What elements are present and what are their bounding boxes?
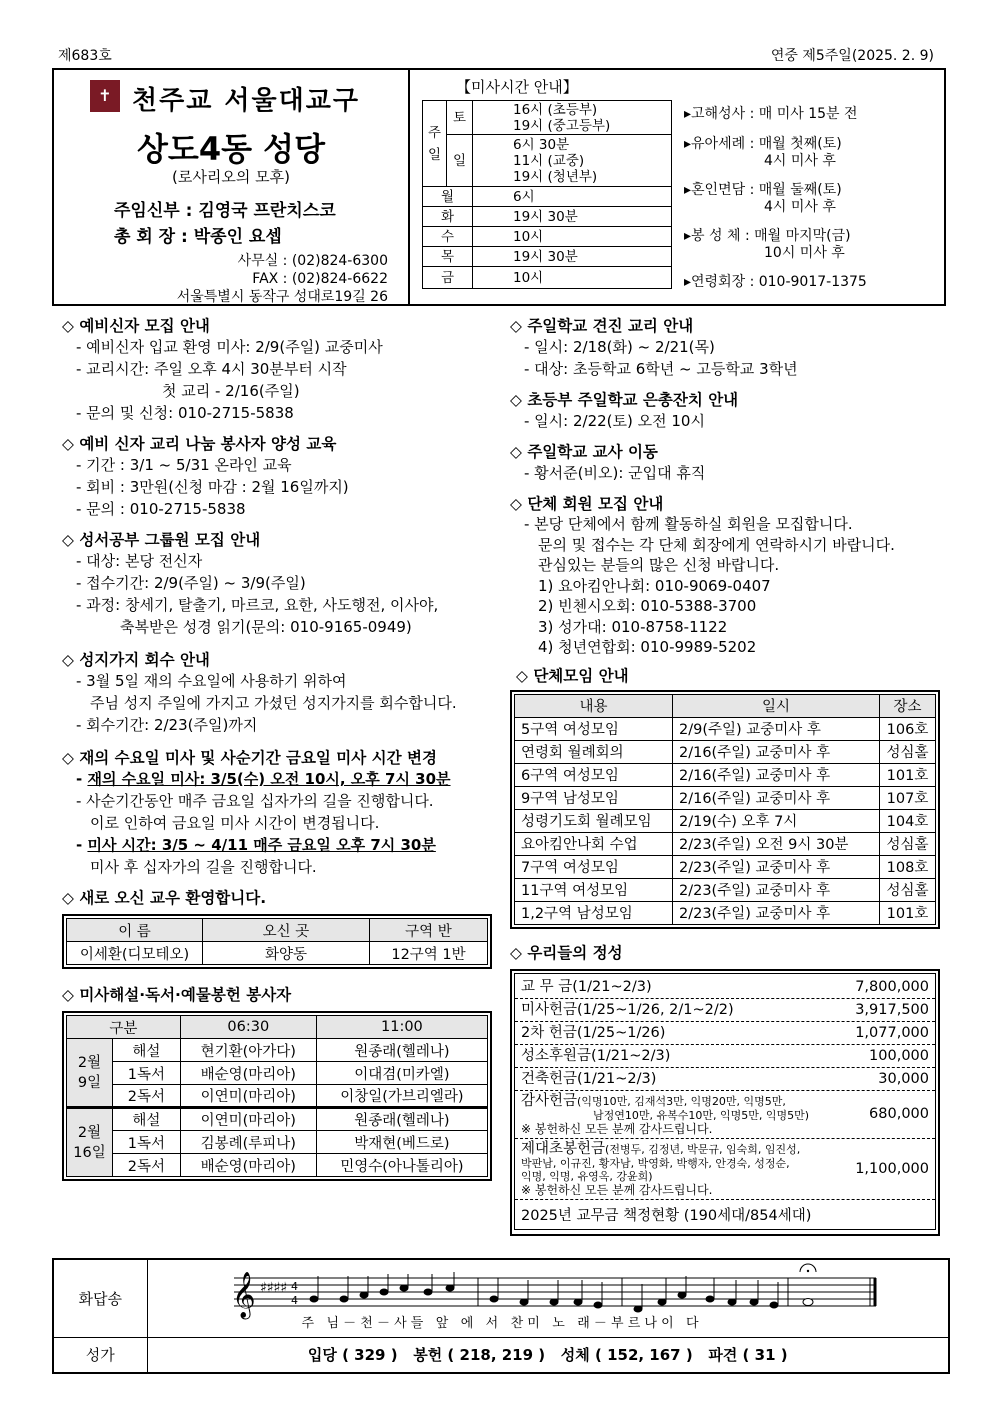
- psalm-hymn-box: [52, 1258, 950, 1374]
- saturday-label: 토: [447, 101, 473, 135]
- text-line: - 3월 5일 재의 수요일에 사용하기 위하여: [76, 672, 347, 690]
- left-column: ◇ 예비신자 모집 안내 - 예비신자 입교 환영 미사: 2/9(주일) 교중미사 - 교리시간: 주일 오후 4시 30분부터 시작 첫 교리 - 2/16(주일) - 문의 및 신청: 010-2715-5838 ◇ 예비 신자 교리 나눔 봉사자 양성 교육 - 기간 : 3/1 ~ 5/31 온라인 교육 - 회비 : 3만원(신청 마감 : 2월 16일까지) - 문의 : 010-2715-5838 ◇ 성서공부 그룹원 모집 안내 - 대상: 본당 전신자 - 접수기간: 2/9(주일) ~ 3/9(주일) - 과정: 창세기, 탈출기, 마르코, 요한, 사도행전, 이사야, 축복받은 성경 읽기(문의: 010-9165-0949) ◇ 성지가지 회수 안내 - 3월 5일 재의 수요일에 사용하기 위하여 주님 성지 주일에 가지고 가셨던 성지가지를 회수합니다. - 회수기간: 2/23(주일)까지 ◇ 재의 수요일 미사 및 사순기간 금요일 미사 시간 변경 - 재의 수요일 미사: 3/5(수) 오전 10시, 오후 7시 30분 - 사순기간동안 매주 금요일 십자가의 길을 진행합니다. 이로 인하여 금요일 미사 시간이 변경됩니다. - 미사 시간: 3/5 ~ 4/11 매주 금요일 오후 7시 30분 미사 후 십자가의 길을 진행합니다. ◇ 새로 오신 교우 환영합니다. 이 름 오신 곳 구역 반 이세환(디모테오) 화양동 12구역 1반 ◇ 미사해설·독서·예물봉헌 봉사자 구분 06:30 11:00 2월 9일 해설 현기환(아가다) 원종래(헬레나) 1독서 배순영(마리아) 이대겸(미카엘) 2독서 이연미(마리아) 이창일(가브리엘라) 2월 16일 해설 이연미(마리아) 원종래(헬레나) 1독서 김봉례(루피나) 박재현(베드로) 2독서 배순영(마리아) 민영수(아나톨리아): [62, 314, 492, 1181]
- offering-row: [515, 998, 935, 1021]
- weekday-label: 화: [423, 207, 473, 227]
- sunday-label: 주 일: [423, 101, 447, 187]
- weekday-label: 월: [423, 187, 473, 207]
- mass-time: 11시 (교중): [513, 152, 585, 169]
- offering-amount: 30,000: [878, 1070, 929, 1087]
- offering-label: 건축헌금(1/21~2/3): [521, 1070, 657, 1087]
- thanks-note: ※ 봉헌하신 모든 분께 감사드립니다.: [521, 1121, 713, 1136]
- text-line: 4) 청년연합회: 010-9989-5202: [538, 638, 757, 656]
- altar-label: 제대초봉헌금: [521, 1140, 606, 1157]
- teacher-change-title: ◇ 주일학교 교사 이동: [510, 443, 658, 461]
- church-name: 상도4동 성당: [137, 130, 325, 168]
- altar-amount: 1,100,000: [855, 1160, 929, 1177]
- offering-row: [515, 1044, 935, 1067]
- cross-seal-icon: ✝: [90, 80, 120, 112]
- note-baptism: ▸유아세례 : 매월 첫째(토) 4시 미사 후: [684, 136, 842, 169]
- mass-time: 19시 30분: [473, 207, 672, 227]
- altar-detail: 박판남, 이규진, 황자남, 박영화, 박행자, 안경숙, 성정순,: [521, 1156, 790, 1170]
- text-line: - 황서준(비오): 군입대 휴직: [524, 464, 706, 482]
- altar-detail: (전병두, 김정년, 박문규, 임숙희, 임진성,: [605, 1142, 801, 1156]
- header-box: [52, 68, 946, 306]
- group-meetings-table: 내용 일시 장소 5구역 여성모임 2/9(주일) 교중미사 후 106호 연령회 월례회의 2/16(주일) 교중미사 후 성심홀 6구역 여성모임 2/16(주일) 교중미사 후 101호 9구역 남성모임 2/16(주일) 교중미사 후 107호 성령기도회 월례모임 2/19(수) 오후 7시 104호 요아킴안나회 수업 2/23(주일) 오전 9시 30분 성심홀 7구역 여성모임 2/23(주일) 교중미사 후 108호 11구역 여성모임 2/23(주일) 교중미사 후 성심홀 1,2구역 남성모임 2/23(주일) 교중미사 후 101호: [510, 690, 940, 929]
- issue-number: 제683호: [58, 48, 112, 64]
- president-name: 총 회 장 : 박종인 요셉: [114, 227, 282, 247]
- meeting-cell: 7구역 여성모임: [515, 855, 673, 878]
- diocese-logo-text: 천주교 서울대교구: [132, 86, 360, 116]
- palm-return-title: ◇ 성지가지 회수 안내: [62, 651, 210, 669]
- mass-time: 19시 (중고등부): [513, 117, 611, 134]
- text-line: - 교리시간: 주일 오후 4시 30분부터 시작: [76, 360, 347, 378]
- text-line: - 대상: 본당 전신자: [76, 552, 203, 570]
- sunday-day-label: 일: [447, 135, 473, 187]
- thanks-detail: 남정연10만, 유복수10만, 익명5만, 익명5만): [593, 1108, 810, 1122]
- mass-time: 6시 30분: [513, 136, 570, 153]
- text-line: - 접수기간: 2/9(주일) ~ 3/9(주일): [76, 574, 306, 592]
- offering-amount: 100,000: [869, 1047, 929, 1064]
- note-marriage: ▸혼인면담 : 매월 둘째(토) 4시 미사 후: [684, 182, 842, 215]
- offering-label: 미사헌금(1/25~1/26, 2/1~2/2): [521, 1001, 734, 1018]
- meeting-cell: 2/23(주일) 교중미사 후: [673, 878, 880, 901]
- pastor-name: 주임신부 : 김영국 프란치스코: [114, 201, 336, 221]
- text-line: 이로 인하여 금요일 미사 시간이 변경됩니다.: [90, 814, 380, 832]
- text-line: 관심있는 분들의 많은 신청 바랍니다.: [538, 556, 780, 574]
- psalm-label: 화답송: [53, 1259, 147, 1337]
- offering-label: 2차 헌금(1/25~1/26): [521, 1024, 666, 1041]
- offering-row: [515, 1021, 935, 1044]
- meeting-cell: 1,2구역 남성모임: [515, 901, 673, 924]
- right-column: [510, 314, 940, 1236]
- note-confession: ▸고해성사 : 매 미사 15분 전: [684, 106, 858, 122]
- mass-time: 19시 (청년부): [513, 168, 598, 185]
- text-line: 축복받은 성경 읽기(문의: 010-9165-0949): [120, 618, 412, 636]
- meeting-cell: 2/23(주일) 교중미사 후: [673, 855, 880, 878]
- office-phone: 사무실 : (02)824-6300: [237, 253, 388, 269]
- text-line: - 과정: 창세기, 탈출기, 마르코, 요한, 사도행전, 이사야,: [76, 596, 439, 614]
- offering-amount: 1,077,000: [855, 1024, 929, 1041]
- meeting-cell: 성심홀: [880, 878, 936, 901]
- meeting-cell: 6구역 여성모임: [515, 763, 673, 786]
- mass-time-title: 【미사시간 안내】: [456, 78, 578, 96]
- mass-time: 6시: [473, 187, 672, 207]
- text-line: 문의 및 접수는 각 단체 회장에게 연락하시기 바랍니다.: [538, 535, 895, 554]
- meeting-cell: 101호: [880, 763, 936, 786]
- mass-time: 19시 30분: [473, 247, 672, 267]
- new-members-table: 이 름 오신 곳 구역 반 이세환(디모테오) 화양동 12구역 1반: [62, 914, 492, 969]
- meeting-cell: 성심홀: [880, 740, 936, 763]
- mass-time: 10시: [473, 267, 672, 289]
- thanks-detail: (익명10만, 김재석3만, 익명20만, 익명5만,: [577, 1094, 786, 1108]
- meeting-row: [515, 901, 936, 924]
- grace-feast-title: ◇ 초등부 주일학교 은총잔치 안내: [510, 391, 739, 409]
- text-line: 주님 성지 주일에 가지고 가셨던 성지가지를 회수합니다.: [90, 694, 457, 712]
- meeting-cell: 107호: [880, 786, 936, 809]
- fax-number: FAX : (02)824-6622: [252, 271, 388, 287]
- text-line: - 문의 : 010-2715-5838: [76, 500, 246, 518]
- offering-amount: 7,800,000: [855, 978, 929, 995]
- ash-wednesday-mass: 재의 수요일 미사: 3/5(수) 오전 10시, 오후 7시 30분: [87, 770, 451, 788]
- hymn-label: 성가: [53, 1337, 147, 1373]
- svg-text:𝄞: 𝄞: [231, 1272, 256, 1318]
- meeting-row: [515, 786, 936, 809]
- text-line: 첫 교리 - 2/16(주일): [162, 382, 300, 400]
- mass-time: 10시: [473, 227, 672, 247]
- text-line: 3) 성가대: 010-8758-1122: [538, 617, 728, 636]
- offerings-title: ◇ 우리들의 정성: [510, 943, 623, 962]
- meeting-cell: 2/16(주일) 교중미사 후: [673, 786, 880, 809]
- svg-text:4: 4: [290, 1294, 298, 1307]
- altar-detail: 익명, 익명, 유영옥, 강윤희): [521, 1169, 653, 1183]
- lent-mass-title: ◇ 재의 수요일 미사 및 사순기간 금요일 미사 시간 변경: [62, 749, 437, 767]
- meeting-cell: 108호: [880, 855, 936, 878]
- mass-time-table: [422, 100, 672, 289]
- church-patron: (로사리오의 모후): [172, 168, 290, 186]
- meeting-cell: 2/9(주일) 교중미사 후: [673, 717, 880, 740]
- meeting-cell: 106호: [880, 717, 936, 740]
- meeting-cell: 연령회 월례회의: [515, 740, 673, 763]
- text-line: - 대상: 초등학교 6학년 ~ 고등학교 3학년: [524, 360, 798, 378]
- thanks-label: 감사헌금: [521, 1092, 578, 1109]
- pledge-status: 2025년 교무금 책정현황 (190세대/854세대): [515, 1199, 935, 1229]
- offerings-box: [510, 969, 940, 1236]
- meeting-cell: 2/23(주일) 오전 9시 30분: [673, 832, 880, 855]
- text-line: - 회수기간: 2/23(주일)까지: [76, 716, 258, 734]
- group-meetings-title: ◇ 단체모임 안내: [516, 666, 629, 685]
- meeting-cell: 2/19(수) 오후 7시: [673, 809, 880, 832]
- new-members-title: ◇ 새로 오신 교우 환영합니다.: [62, 889, 267, 907]
- meeting-row: [515, 717, 936, 740]
- text-line: 1) 요아킴안나회: 010-9069-0407: [538, 576, 771, 595]
- catechumen-title: ◇ 예비신자 모집 안내: [62, 317, 210, 335]
- volunteers-title: ◇ 미사해설·독서·예물봉헌 봉사자: [62, 986, 292, 1004]
- meeting-cell: 2/23(주일) 교중미사 후: [673, 901, 880, 924]
- offering-amount: 3,917,500: [855, 1001, 929, 1018]
- meeting-cell: 11구역 여성모임: [515, 878, 673, 901]
- group-recruit-title: ◇ 단체 회원 모집 안내: [510, 495, 664, 513]
- mass-time: 16시 (초등부): [513, 101, 598, 118]
- note-communion: ▸봉 성 체 : 매월 마지막(금) 10시 미사 후: [684, 228, 851, 261]
- meeting-row: [515, 855, 936, 878]
- text-line: - 사순기간동안 매주 금요일 십자가의 길을 진행합니다.: [76, 792, 434, 810]
- text-line: - 본당 단체에서 함께 활동하실 회원을 모집합니다.: [524, 515, 853, 533]
- meeting-cell: 2/16(주일) 교중미사 후: [673, 740, 880, 763]
- text-line: - 일시: 2/22(토) 오전 10시: [524, 412, 705, 430]
- text-line: - 문의 및 신청: 010-2715-5838: [76, 404, 294, 422]
- meeting-cell: 요아킴안나회 수업: [515, 832, 673, 855]
- psalm-lyrics: 주 님 － 천 － 사 들 앞 에 서 찬 미 노 래 － 부 르 나 이 다: [301, 1316, 699, 1331]
- weekday-label: 목: [423, 247, 473, 267]
- meeting-cell: 성심홀: [880, 832, 936, 855]
- weekday-label: 금: [423, 267, 473, 289]
- altar-note: ※ 봉헌하신 모든 분께 감사드립니다.: [521, 1182, 713, 1197]
- note-funeral-chair: ▸연령회장 : 010-9017-1375: [684, 274, 867, 290]
- offering-row: [515, 1067, 935, 1090]
- svg-text:4: 4: [290, 1280, 298, 1293]
- volunteer-training-title: ◇ 예비 신자 교리 나눔 봉사자 양성 교육: [62, 435, 337, 453]
- meeting-row: [515, 740, 936, 763]
- issue-date: 연중 제5주일(2025. 2. 9): [770, 48, 934, 64]
- confirmation-title: ◇ 주일학교 견진 교리 안내: [510, 317, 694, 335]
- date-cell: 2월 16일: [67, 1108, 113, 1177]
- offering-label: 교 무 금(1/21~2/3): [521, 978, 652, 995]
- meeting-cell: 9구역 남성모임: [515, 786, 673, 809]
- psalm-score: [147, 1259, 949, 1337]
- meeting-row: [515, 832, 936, 855]
- thanks-amount: 680,000: [869, 1106, 929, 1122]
- meeting-cell: 5구역 여성모임: [515, 717, 673, 740]
- text-line: 미사 후 십자가의 길을 진행합니다.: [90, 858, 317, 876]
- meeting-cell: 104호: [880, 809, 936, 832]
- meeting-row: [515, 763, 936, 786]
- offering-label: 성소후원금(1/21~2/3): [521, 1047, 671, 1064]
- offering-row: [515, 976, 935, 998]
- friday-mass-time: 미사 시간: 3/5 ~ 4/11 매주 금요일 오후 7시 30분: [87, 836, 436, 854]
- text-line: - 예비신자 입교 환영 미사: 2/9(주일) 교중미사: [76, 338, 383, 356]
- meeting-cell: 성령기도회 월례모임: [515, 809, 673, 832]
- text-line: - 기간 : 3/1 ~ 5/31 온라인 교육: [76, 456, 292, 474]
- weekday-label: 수: [423, 227, 473, 247]
- meeting-cell: 101호: [880, 901, 936, 924]
- meeting-row: [515, 878, 936, 901]
- hymn-numbers: 입당 ( 329 ) 봉헌 ( 218, 219 ) 성체 ( 152, 167 ) 파견 ( 31 ): [147, 1337, 949, 1373]
- svg-text:♯♯♯♯: ♯♯♯♯: [259, 1280, 287, 1296]
- text-line: 2) 빈첸시오회: 010-5388-3700: [538, 597, 757, 615]
- address: 서울특별시 동작구 성대로19길 26: [176, 289, 388, 305]
- volunteers-table: 구분 06:30 11:00 2월 9일 해설 현기환(아가다) 원종래(헬레나) 1독서 배순영(마리아) 이대겸(미카엘) 2독서 이연미(마리아) 이창일(가브리엘라) 2월 16일 해설 이연미(마리아) 원종래(헬레나) 1독서 김봉례(루피나) 박재현(베드로) 2독서 배순영(마리아) 민영수(아나톨리아): [62, 1011, 492, 1181]
- meeting-row: [515, 809, 936, 832]
- text-line: - 일시: 2/18(화) ~ 2/21(목): [524, 338, 715, 356]
- text-line: - 회비 : 3만원(신청 마감 : 2월 16일까지): [76, 478, 349, 496]
- bible-study-title: ◇ 성서공부 그룹원 모집 안내: [62, 531, 261, 549]
- date-cell: 2월 9일: [67, 1039, 113, 1108]
- meeting-cell: 2/16(주일) 교중미사 후: [673, 763, 880, 786]
